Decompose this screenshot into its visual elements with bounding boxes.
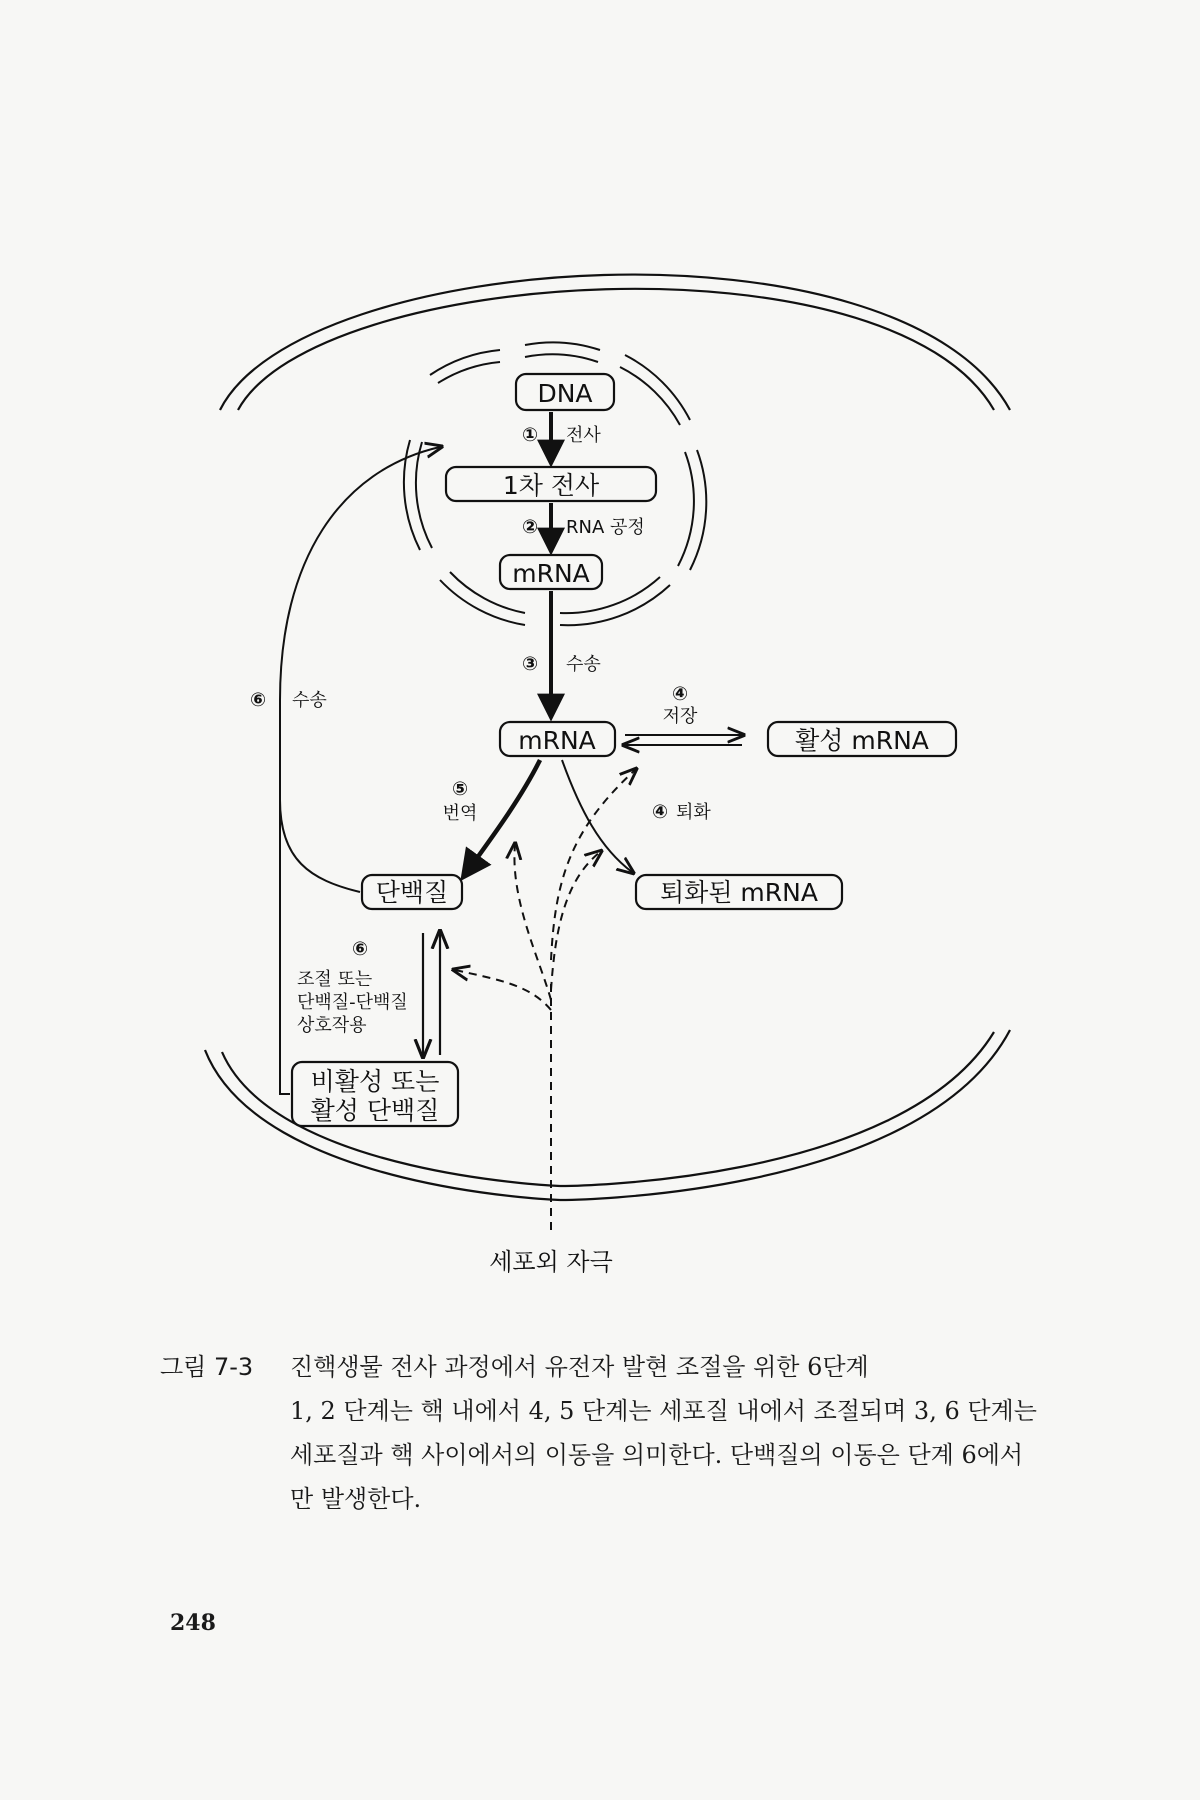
step4a-label: 저장 (662, 706, 698, 727)
svg-text:단백질: 단백질 (375, 878, 449, 907)
step5-label: 번역 (442, 803, 478, 824)
step6a-number: ⑥ (249, 689, 267, 711)
svg-text:mRNA: mRNA (518, 726, 596, 755)
caption-line-2: 1, 2 단계는 핵 내에서 4, 5 단계는 세포질 내에서 조절되며 3, 6 단계는 (290, 1397, 1037, 1425)
mrna-nucleus-node (500, 555, 602, 589)
step6b-number: ⑥ (351, 938, 369, 960)
arrow-storage (625, 735, 742, 745)
step6b-label-line3: 상호작용 (297, 1015, 367, 1036)
svg-text:퇴화된 mRNA: 퇴화된 mRNA (660, 878, 818, 907)
step4b-number: ④ (651, 801, 669, 823)
step1-label: 전사 (566, 425, 601, 446)
step4a-number: ④ (671, 683, 689, 705)
step6b-label-line1: 조절 또는 (297, 969, 373, 990)
stimulus-signal-lines (455, 770, 635, 1230)
svg-text:1차 전사: 1차 전사 (502, 471, 600, 500)
svg-text:활성 단백질: 활성 단백질 (310, 1096, 440, 1125)
step4b-label: 퇴화 (676, 802, 711, 823)
step6b-label-line2: 단백질-단백질 (297, 992, 408, 1013)
caption-line-4: 만 발생한다. (290, 1485, 422, 1513)
extracellular-stimulus-label: 세포외 자극 (489, 1248, 613, 1276)
svg-text:DNA: DNA (537, 379, 593, 408)
caption-label: 그림 7-3 (160, 1353, 254, 1381)
primary-transcript-node (446, 467, 656, 501)
caption-line-1: 진핵생물 전사 과정에서 유전자 발현 조절을 위한 6단계 (290, 1353, 869, 1381)
caption-body (290, 1345, 1080, 1521)
page-number: 248 (170, 1610, 216, 1636)
svg-text:활성 mRNA: 활성 mRNA (795, 726, 929, 755)
step1-number: ① (521, 424, 539, 446)
step6a-label: 수송 (292, 690, 327, 711)
caption-line-3: 세포질과 핵 사이에서의 이동을 의미한다. 단백질의 이동은 단계 6에서 (290, 1441, 1024, 1469)
active-mrna-node (768, 722, 956, 756)
step2-number: ② (521, 516, 539, 538)
step5-number: ⑤ (451, 778, 469, 800)
svg-text:비활성 또는: 비활성 또는 (310, 1067, 440, 1096)
inactive-protein-node (292, 1062, 458, 1126)
degraded-mrna-node (636, 875, 842, 909)
step3-number: ③ (521, 653, 539, 675)
dna-node (516, 374, 614, 410)
mrna-cytoplasm-node (500, 722, 615, 756)
step3-label: 수송 (566, 654, 601, 675)
arrow-protein-import (280, 447, 440, 892)
protein-node (362, 875, 462, 909)
svg-text:mRNA: mRNA (512, 559, 590, 588)
step2-label: RNA 공정 (566, 517, 645, 538)
arrow-protein-regulation (423, 933, 440, 1055)
